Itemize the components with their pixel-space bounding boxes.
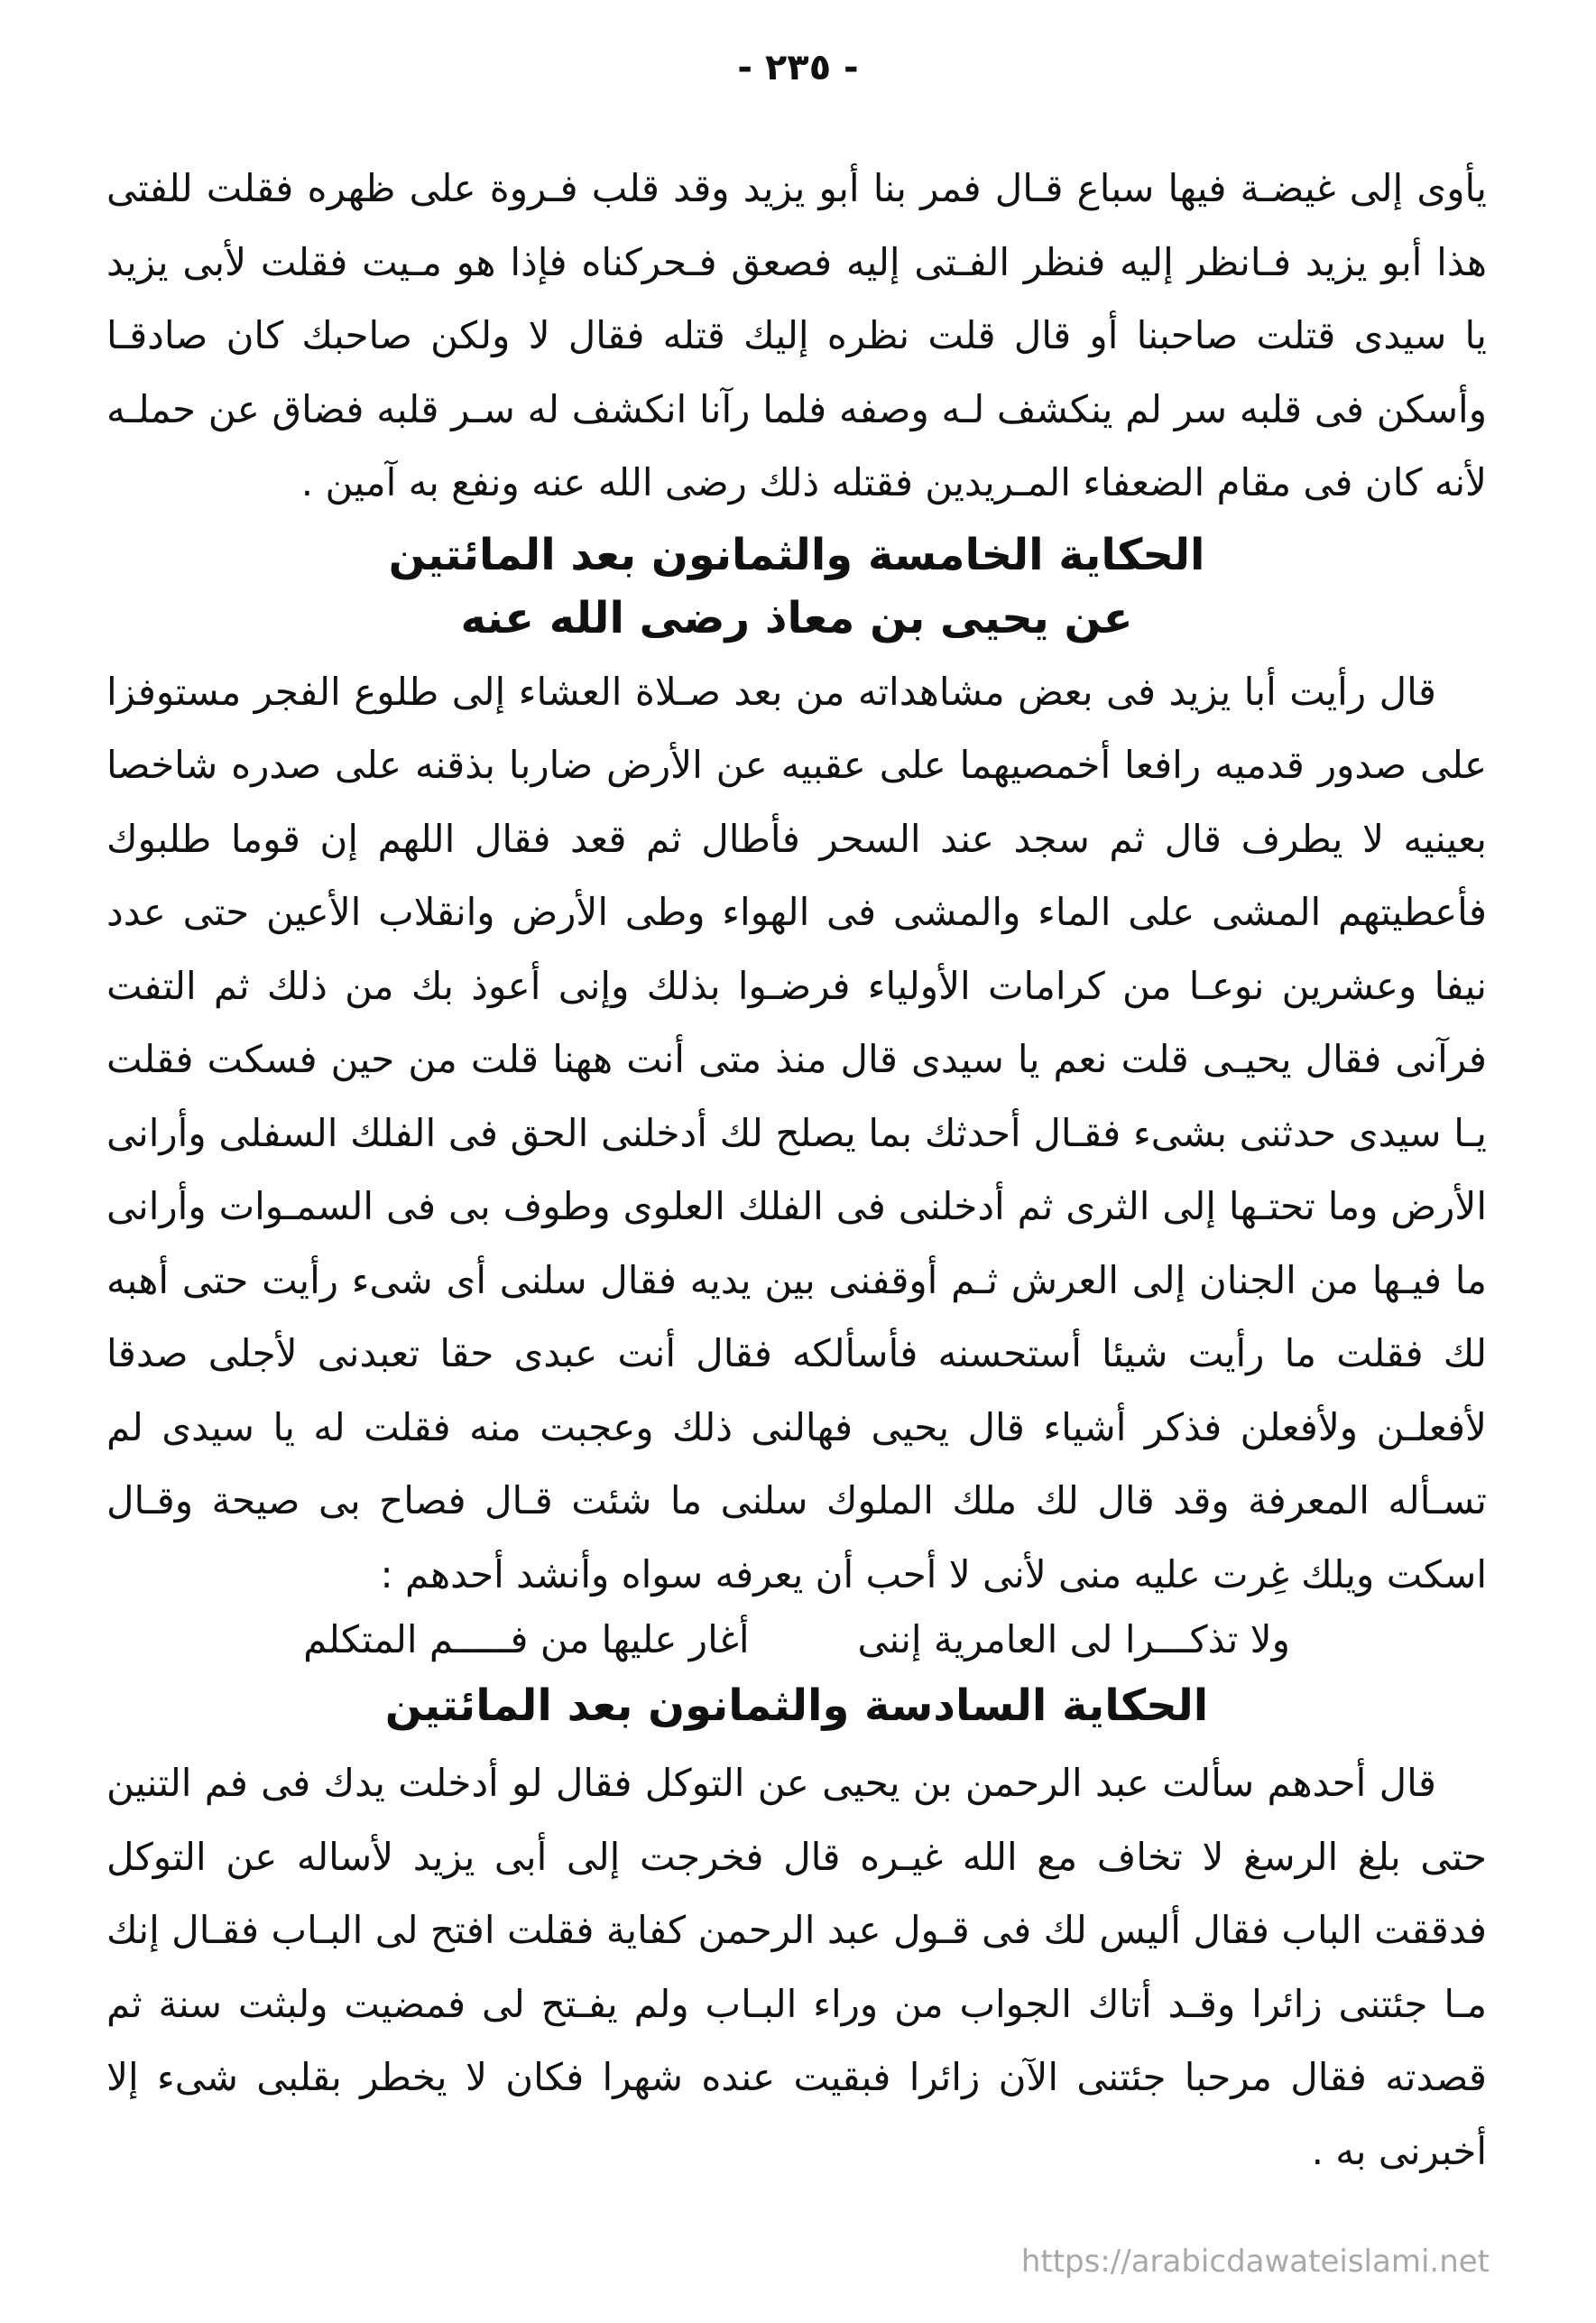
story-285-text: قال رأيت أبا يزيد فى بعض مشاهداته من بعد صـلاة العشاء إلى طلوع الفجر مستوفزا على صدور قدميه رافعا أخمصيهما على عقبيه عن الأرض ضاربا بذقنه على صدره شاخصا بعينيه لا يطرف قال ثم سجد عند السحر فأطال ثم قعد فقال اللهم إن قوما طلبوك فأعطيتهم المشى على الماء والمشى فى الهواء وطى الأرض وانقلاب الأعين حتى عدد نيفا وعشرين نوعـا من كرامات الأولياء فرضـوا بذلك وإنى أعوذ بك من ذلك ثم التفت فرآنى فقال يحيـى قلت نعم يا سيدى قال منذ متى أنت ههنا قلت من حين فسكت فقلت يـا سيدى حدثنى بشىء فقـال أحدثك بما يصلح لك أدخلنى الحق فى الفلك السفلى وأرانى الأرض وما تحتـها إلى الثرى ثم أدخلنى فى الفلك العلوى وطوف بى فى السمـوات وأرانى ما فيـها من الجنان إلى العرش ثـم أوقفنى بين يديه فقال سلنى أى شىء رأيت حتى أهبه لك فقلت ما رأيت شيئا أستحسنه فأسألكه فقال أنت عبدى حقا تعبدنى لأجلى صدقا لأفعلـن ولأفعلن فذكر أشياء قال يحيى فهالنى ذلك وعجبت منه فقلت له يا سيدى لم تسـأله المعرفة وقد قال لك ملك الملوك سلنى ما شئت قـال فصاح بى صيحة وقـال اسكت ويلك غِرت عليه منى لأنى لا أحب أن يعرفه سواه وأنشد أحدهم : [106, 669, 1487, 1596]
page-body [106, 152, 1487, 2188]
watermark-url: https://arabicdawateislami.net [1020, 2244, 1490, 2280]
intro-paragraph: يأوى إلى غيضـة فيها سباع قـال فمر بنا أبو يزيد وقد قلب فـروة على ظهره فقلت للفتى هذا أبو يزيد فـانظر إليه فنظر الفـتى إليه فصعق فـحركناه فإذا هو مـيت فقلت لأبى يزيد يا سيدى قتلت صاحبنا أو قال قلت نظره إليك قتله فقال لا ولكن صاحبك كان صادقـا وأسكن فى قلبه سر لم ينكشف لـه وصفه فلما رآنا انكشف له سـر قلبه فضاق عن حملـه لأنه كان فى مقام الضعفاء المـريدين فقتله ذلك رضى الله عنه ونفع به آمين . [106, 166, 1487, 504]
page-number: - ٢٣٥ - [737, 47, 859, 88]
story-286-title: الحكاية السادسة والثمانون بعد المائتين [384, 1680, 1209, 1731]
poetry-verse [106, 1611, 1487, 1669]
story-286-text: قال أحدهم سألت عبد الرحمن بن يحيى عن التوكل فقال لو أدخلت يدك فى فم التنين حتى بلغ الرسغ لا تخاف مع الله غيـره قال فخرجت إلى أبى يزيد لأساله عن التوكل فدققت الباب فقال أليس لك فى قـول عبد الرحمن كفاية فقلت افتح لى البـاب فقـال إنك مـا جئتنى زائرا وقـد أتاك الجواب من وراء البـاب ولم يفـتح لى فمضيت ولبثت سنة ثم قصدته فقال مرحبا جئتنى الآن زائرا فبقيت عنده شهرا فكان لا يخطر بقلبى شىء إلا أخبرنى به . [106, 1761, 1487, 2173]
verse-second-hemistich: أغار عليها من فـــــم المتكلم [303, 1617, 750, 1661]
verse-first-hemistich: ولا تذكـــرا لى العامرية إننى [857, 1617, 1290, 1661]
story-285-title: الحكاية الخامسة والثمانون بعد المائتين [388, 529, 1205, 580]
story-285-subtitle: عن يحيى بن معاذ رضى الله عنه [460, 592, 1133, 643]
